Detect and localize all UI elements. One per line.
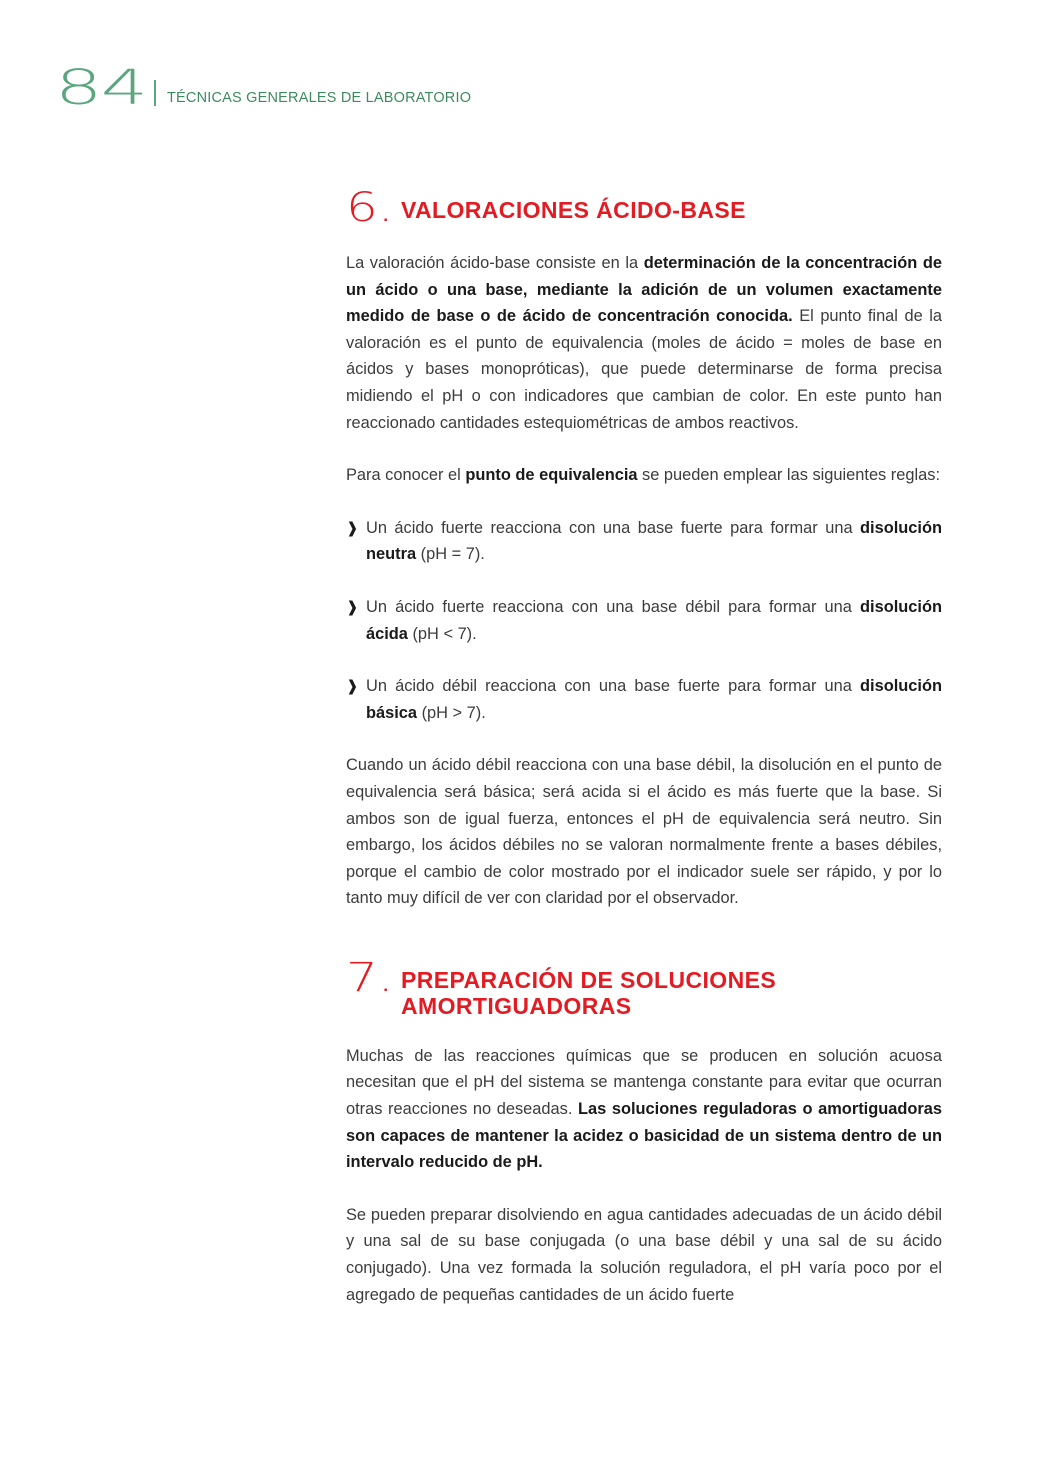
section-6-paragraph-1: La valoración ácido-base consiste en la determinación de la concentración de un ácido o una base, mediante la adición de un volumen exactamente medido de base o de ácido de concentración conocida. El punto final de la valoración es el punto de equivalencia (moles de ácido = moles de base en ácidos y bases monopróticas), que puede determinarse de forma precisa midiendo el pH o con indicadores que cambian de color. En este punto han reaccionado cantidades estequiométricas de ambos reactivos. — [346, 254, 942, 432]
rules-list — [346, 515, 942, 727]
section-7-paragraph-1: Muchas de las reacciones químicas que se producen en solución acuosa necesitan que el pH del sistema se mantenga constante para evitar que ocurran otras reacciones no deseadas. Las soluciones reguladoras o amortiguadoras son capaces de mantener la acidez o basicidad de un sistema dentro de un intervalo reducido de pH. — [346, 1046, 942, 1172]
section-7-title: PREPARACIÓN DE SOLUCIONES AMORTIGUADORAS — [401, 966, 777, 1019]
main-content — [346, 185, 942, 1308]
bullet-icon: ❱ — [346, 518, 359, 537]
section-6 — [346, 185, 942, 912]
section-6-heading — [346, 185, 942, 231]
section-6-title: VALORACIONES ÁCIDO-BASE — [401, 197, 746, 223]
page-number: 84 — [55, 60, 147, 116]
section-7-paragraph-2: Se pueden preparar disolviendo en agua cantidades adecuadas de un ácido débil y una sal de su base conjugada (o una base débil y una sal de su ácido conjugado). Una vez formada la solución reguladora, el pH varía poco por el agregado de pequeñas cantidades de un ácido fuerte — [346, 1205, 942, 1304]
section-7 — [346, 954, 942, 1308]
section-7-number: 7. — [346, 954, 394, 1001]
section-7-heading — [346, 954, 942, 1019]
section-6-number: 6. — [346, 185, 394, 231]
bullet-icon: ❱ — [346, 677, 359, 696]
list-item: ❱ Un ácido fuerte reacciona con una base débil para formar una disolución ácida (pH < 7). — [346, 594, 942, 647]
header-divider — [154, 80, 156, 106]
bullet-icon: ❱ — [346, 597, 359, 616]
list-item: ❱ Un ácido fuerte reacciona con una base fuerte para formar una disolución neutra (pH = 7). — [346, 515, 942, 568]
section-6-paragraph-2: Para conocer el punto de equivalencia se pueden emplear las siguientes reglas: — [346, 466, 940, 485]
section-6-paragraph-3: Cuando un ácido débil reacciona con una base débil, la disolución en el punto de equivalencia será básica; será acida si el ácido es más fuerte que la base. Si ambos son de igual fuerza, entonces el pH de equivalencia será neutro. Sin embargo, los ácidos débiles no se valoran normalmente frente a bases débiles, porque el cambio de color mostrado por el indicador suele ser rápido, y por lo tanto muy difícil de ver con claridad por el observador. — [346, 756, 942, 908]
book-title: TÉCNICAS GENERALES DE LABORATORIO — [167, 90, 472, 106]
list-item: ❱ Un ácido débil reacciona con una base fuerte para formar una disolución básica (pH > 7). — [346, 673, 942, 726]
